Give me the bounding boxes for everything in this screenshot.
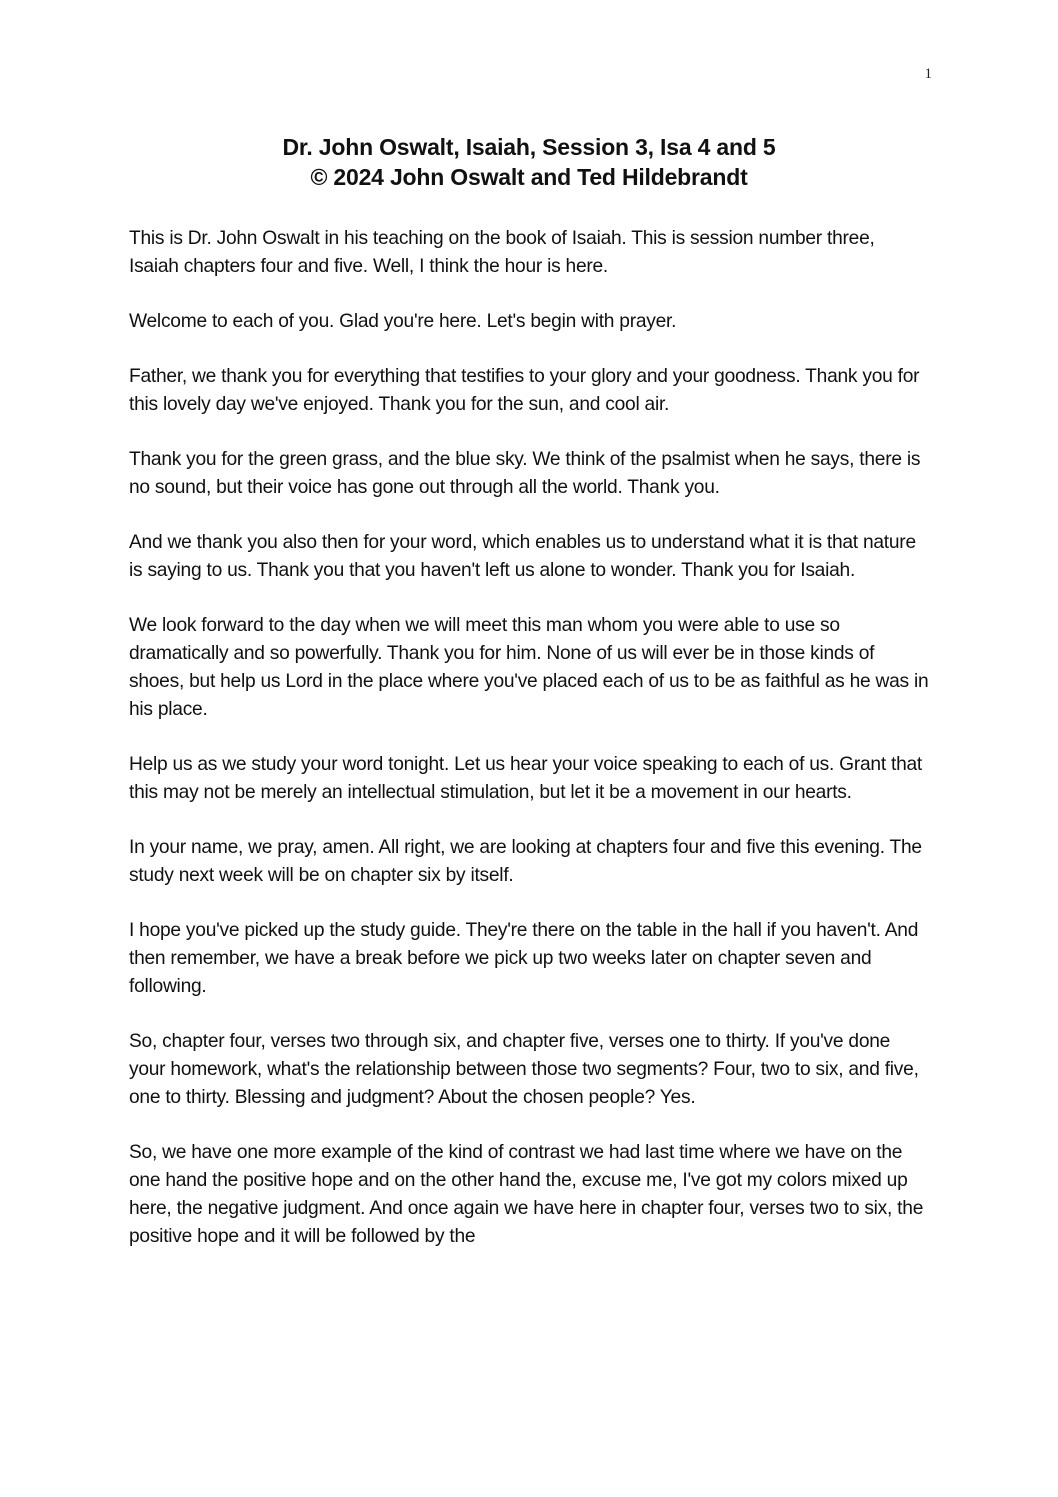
paragraph: Thank you for the green grass, and the blue sky. We think of the psalmist when he says, there is no sound, but their voice has gone out through all the world. Thank you. xyxy=(129,449,921,498)
title-line-1: Dr. John Oswalt, Isaiah, Session 3, Isa 4 and 5 xyxy=(282,134,776,160)
paragraph: Welcome to each of you. Glad you're here. Let's begin with prayer. xyxy=(129,311,677,332)
paragraph: In your name, we pray, amen. All right, we are looking at chapters four and five this evening. The study next week will be on chapter six by itself. xyxy=(129,837,922,886)
title-line-2: © 2024 John Oswalt and Ted Hildebrandt xyxy=(310,164,748,190)
paragraph: We look forward to the day when we will meet this man whom you were able to use so dramatically and so powerfully. Thank you for him. None of us will ever be in those kinds of shoes, but help us Lord in the place where you've placed each of us to be as faithful as he was in his place. xyxy=(129,615,929,720)
paragraph: Father, we thank you for everything that testifies to your glory and your goodness. Thank you for this lovely day we've enjoyed. Thank you for the sun, and cool air. xyxy=(129,366,920,415)
paragraph: And we thank you also then for your word, which enables us to understand what it is that nature is saying to us. Thank you that you haven't left us alone to wonder. Thank you for Isaiah. xyxy=(129,532,916,581)
paragraph: So, chapter four, verses two through six, and chapter five, verses one to thirty. If you've done your homework, what's the relationship between those two segments? Four, two to six, and five, one to thirty. Blessing and judgment? About the chosen people? Yes. xyxy=(129,1031,919,1108)
paragraph: Help us as we study your word tonight. Let us hear your voice speaking to each of us. Grant that this may not be merely an intellectual stimulation, but let it be a movement in our hearts. xyxy=(129,754,922,803)
paragraph: So, we have one more example of the kind of contrast we had last time where we have on the one hand the positive hope and on the other hand the, excuse me, I've got my colors mixed up here, the negative judgment. And once again we have here in chapter four, verses two to six, the positive hope and it will be followed by the xyxy=(129,1142,924,1247)
paragraph: I hope you've picked up the study guide. They're there on the table in the hall if you haven't. And then remember, we have a break before we pick up two weeks later on chapter seven and following. xyxy=(129,920,919,997)
page-number: 1 xyxy=(924,66,932,82)
transcript-body xyxy=(129,225,929,1278)
document-title xyxy=(0,132,1058,192)
paragraph: This is Dr. John Oswalt in his teaching on the book of Isaiah. This is session number three, Isaiah chapters four and five. Well, I think the hour is here. xyxy=(129,228,875,277)
